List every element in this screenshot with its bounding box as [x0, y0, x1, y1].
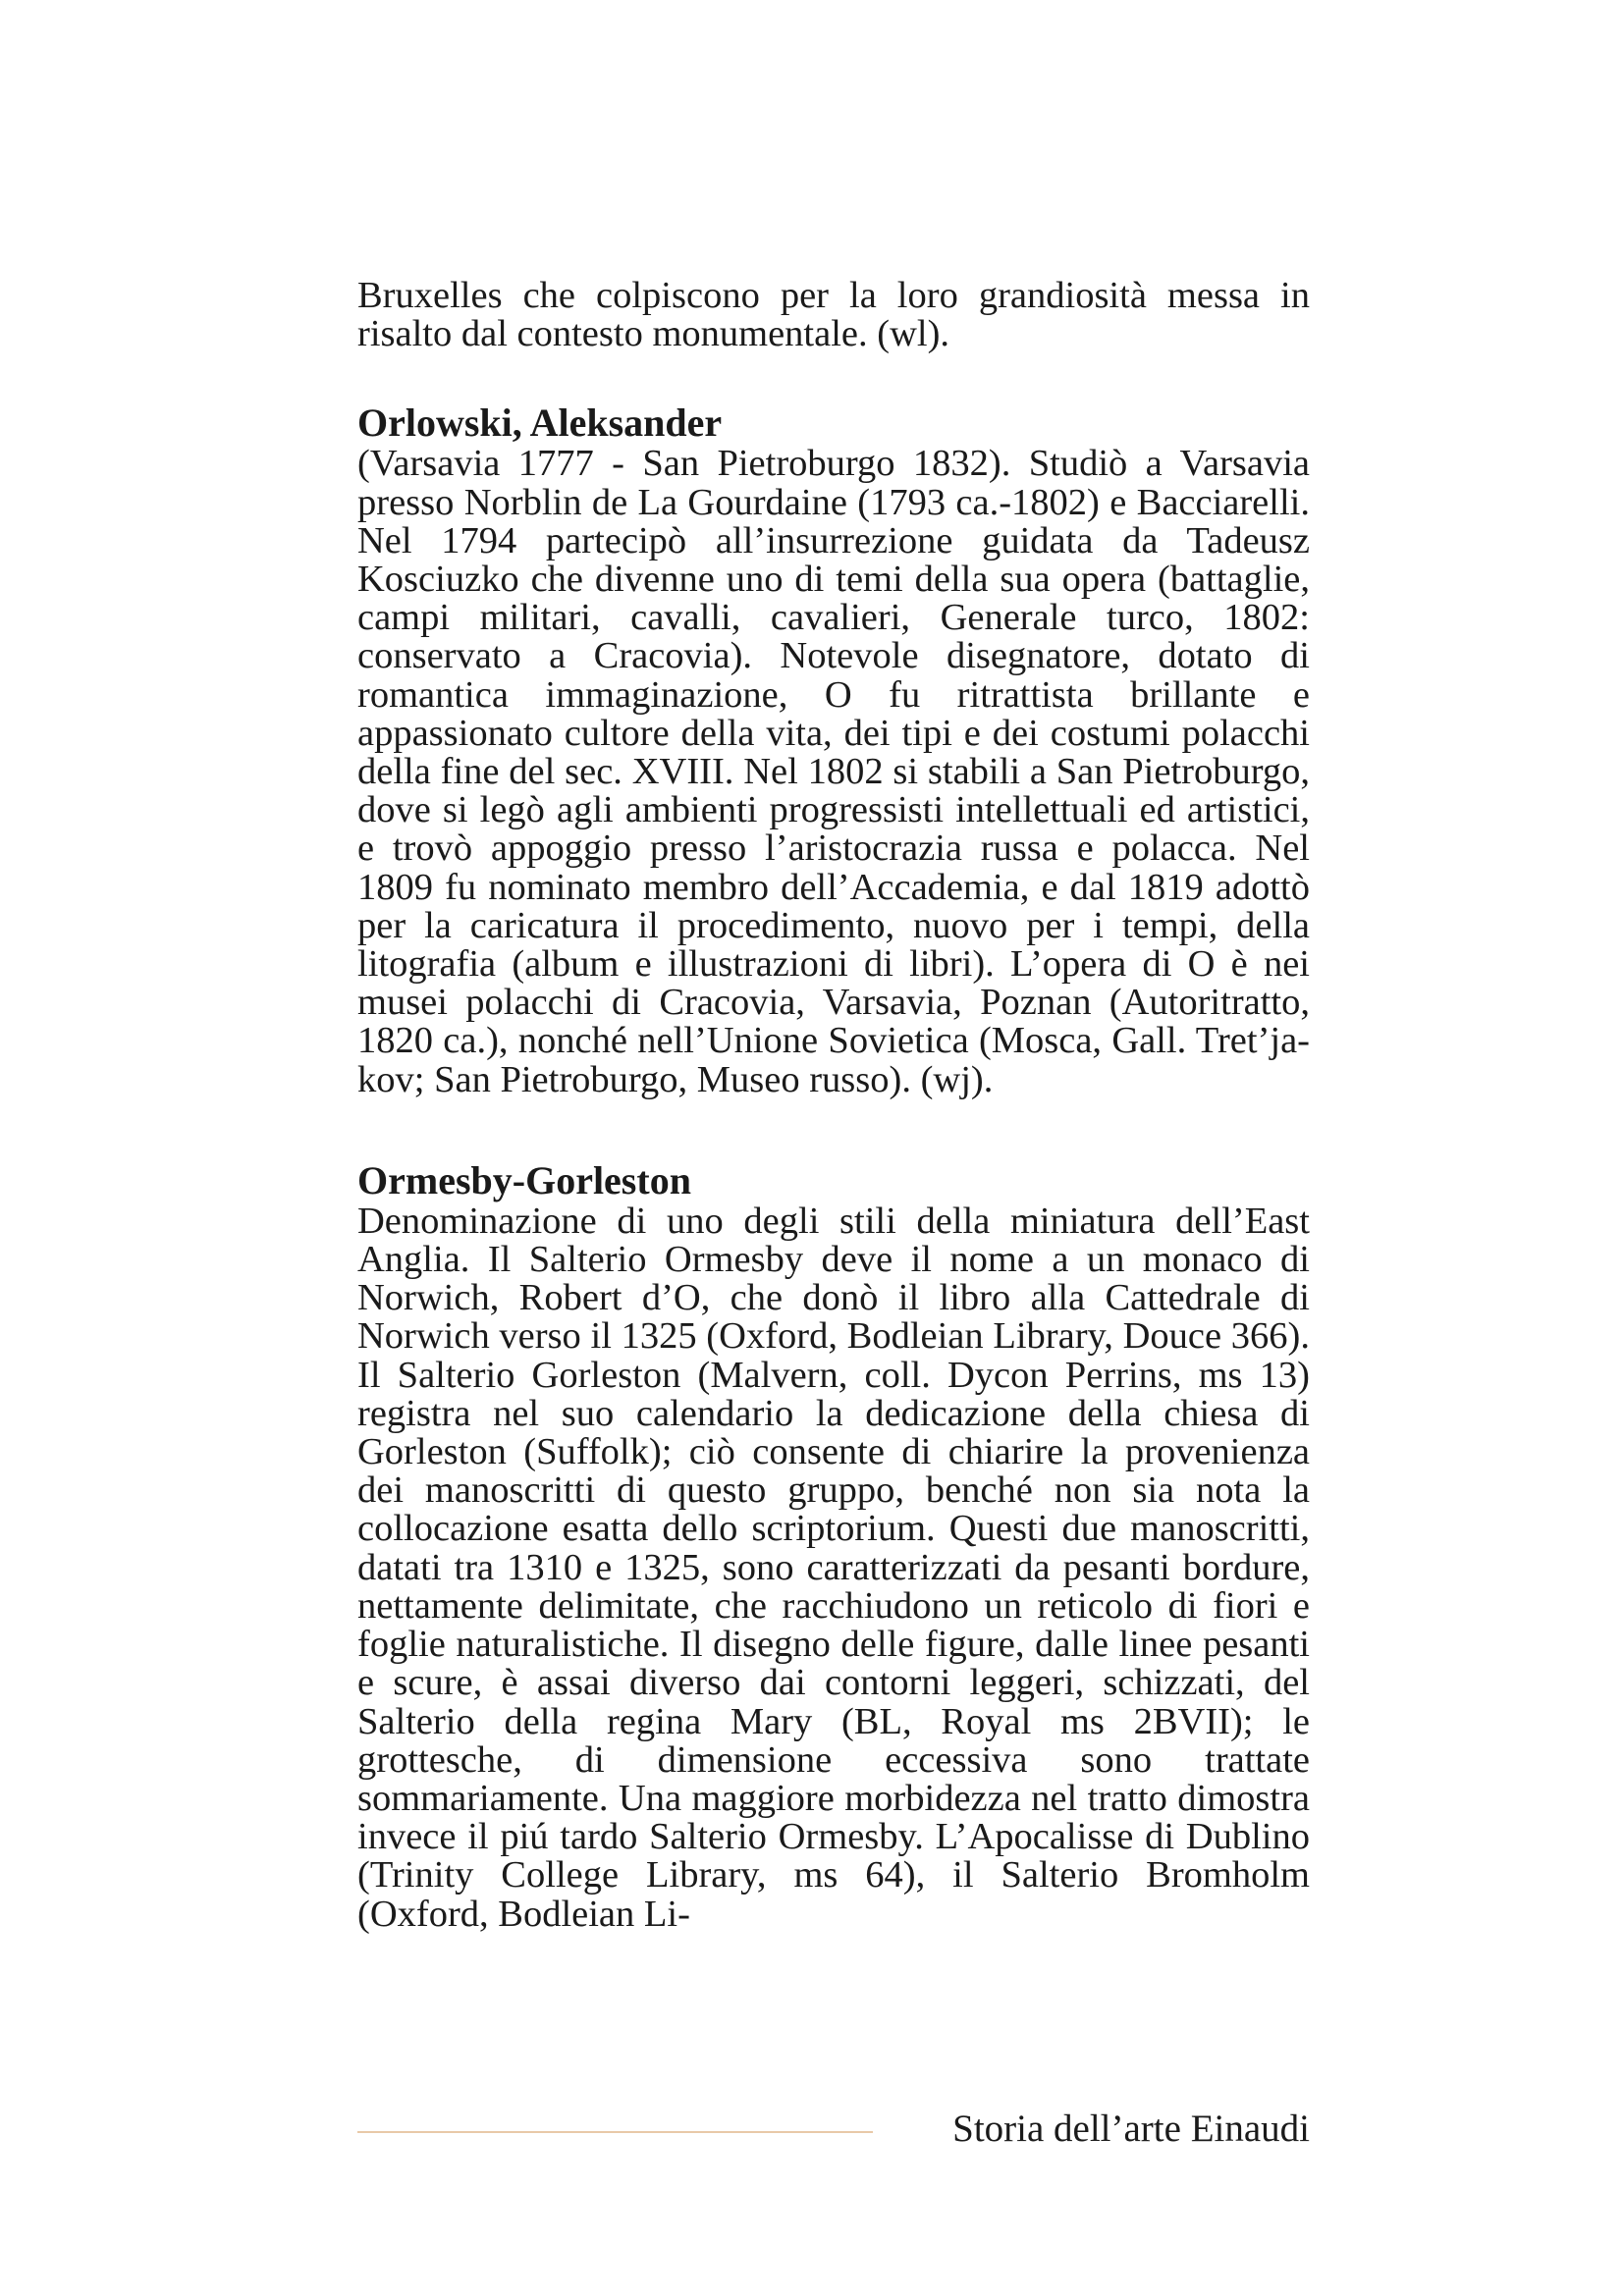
intro-paragraph: Bruxelles che colpiscono per la loro grandiosità messa in risalto dal contesto monumentale. (wl).	[357, 275, 1310, 355]
entry-body-ormesby-gorleston: Denominazione di uno degli stili della miniatura dell’East Anglia. Il Salterio Ormesby deve il nome a un monaco di Norwich, Robert d’O, che donò il libro alla Cattedrale di Norwich verso il 1325 (Oxford, Bodleian Library, Douce 366). Il Salterio Gorleston (Malvern, coll. Dycon Perrins, ms 13) registra nel suo calendario la dedicazione della chiesa di Gorleston (Suffolk); ciò consente di chiarire la provenienza dei manoscritti di questo gruppo, benché non sia nota la collocazione esatta dello scriptorium. Questi due manoscritti, datati tra 1310 e 1325, sono caratterizzati da pesanti bordure, nettamente delimitate, che racchiudono un reticolo di fiori e foglie naturalistiche. Il disegno delle figure, dalle linee pesanti e scure, è assai diverso dai contorni leggeri, schizzati, del Salterio della regina Mary (BL, Royal ms 2BVII); le grottesche, di dimensione eccessiva sono trattate sommariamente. Una maggiore morbidezza nel tratto dimostra invece il piú tardo Salterio Ormesby. L’Apocalisse di Dublino (Trinity College Library, ms 64), il Salterio Bromholm (Oxford, Bodleian Li-	[357, 1200, 1310, 1935]
footer-rule	[357, 2131, 873, 2133]
footer-title: Storia dell’arte Einaudi	[952, 2108, 1310, 2150]
entry-body-orlowski: (Varsavia 1777 - San Pietroburgo 1832). Studiò a Varsavia presso Norblin de La Gourdaine (1793 ca.-1802) e Bacciarelli. Nel 1794 partecipò all’insurrezione guidata da Tadeusz Kosciuzko che divenne uno di temi della sua opera (battaglie, campi militari, cavalli, cavalieri, Generale turco, 1802: conservato a Cracovia). Notevole disegnatore, dotato di romantica immaginazione, O fu ritrattista brillante e appassionato cultore della vita, dei tipi e dei costumi polacchi della fine del sec. XVIII. Nel 1802 si stabili a San Pietroburgo, dove si legò agli ambienti progressisti intellettuali ed artistici, e trovò appoggio presso l’aristocrazia russa e polacca. Nel 1809 fu nominato membro dell’Accademia, e dal 1819 adottò per la caricatura il procedimento, nuovo per i tempi, della litografia (album e illustrazioni di libri). L’opera di O è nei musei polacchi di Cracovia, Varsavia, Poznan (Autoritratto, 1820 ca.), nonché nell’Unione Sovietica (Mosca, Gall. Tret’ja-kov; San Pietroburgo, Museo russo). (wj).	[357, 443, 1310, 1100]
page-content	[357, 277, 1310, 1934]
entry-title-orlowski: Orlowski, Aleksander	[357, 400, 723, 446]
entry-title-ormesby-gorleston: Ormesby-Gorleston	[357, 1157, 691, 1202]
page-footer	[357, 2107, 1310, 2156]
